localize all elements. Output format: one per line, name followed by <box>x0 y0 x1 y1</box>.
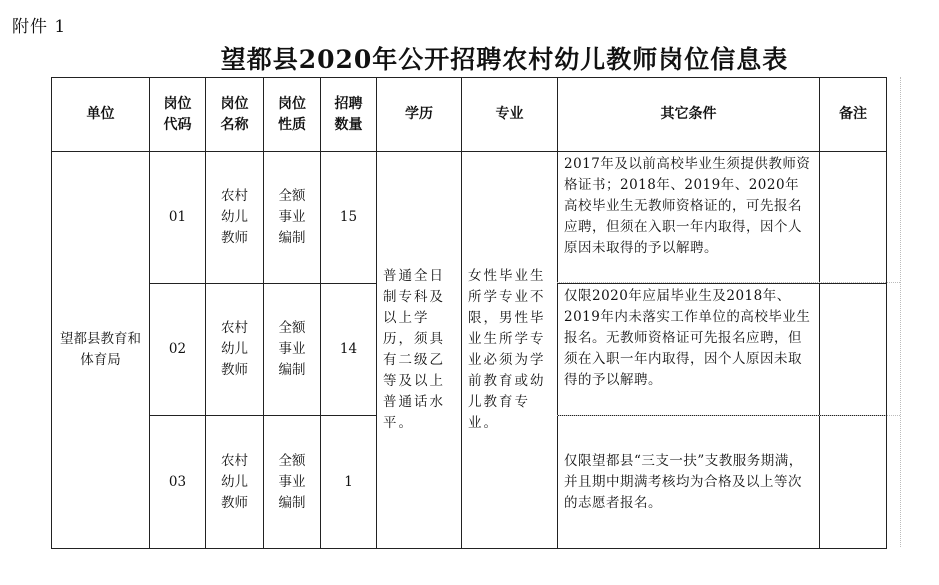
header-remark: 备注 <box>820 78 887 152</box>
recruit-count-cell: 15 <box>321 152 377 284</box>
recruit-count-cell: 14 <box>321 284 377 416</box>
guide-line <box>557 415 900 416</box>
recruitment-table <box>51 77 887 549</box>
other-conditions-cell: 仅限2020年应届毕业生及2018年、2019年内未落实工作单位的高校毕业生报名。无教师资格证可先报名应聘，但须在入职一年内取得，因个人原因未取得的予以解聘。 <box>558 284 820 416</box>
header-post-code: 岗位代码 <box>150 78 206 152</box>
header-recruit-count: 招聘数量 <box>321 78 377 152</box>
table-header-row <box>52 78 887 152</box>
header-unit: 单位 <box>52 78 150 152</box>
remark-cell <box>820 284 887 416</box>
post-name-cell: 农村幼儿教师 <box>206 284 264 416</box>
post-name-cell: 农村幼儿教师 <box>206 152 264 284</box>
header-education: 学历 <box>377 78 462 152</box>
attachment-label: 附件 1 <box>12 17 67 37</box>
post-nature-cell: 全额事业编制 <box>264 284 321 416</box>
education-cell: 普通全日制专科及以上学历，须具有二级乙等及以上普通话水平。 <box>377 152 462 549</box>
post-code-cell: 01 <box>150 152 206 284</box>
recruit-count-cell: 1 <box>321 416 377 549</box>
other-conditions-cell: 2017年及以前高校毕业生须提供教师资格证书；2018年、2019年、2020年高校毕业生无教师资格证的，可先报名应聘，但须在入职一年内取得，因个人原因未取得的予以解聘。 <box>558 152 820 284</box>
table-row <box>52 152 887 284</box>
other-conditions-cell: 仅限望都县“三支一扶”支教服务期满，并且期中期满考核均为合格及以上等次的志愿者报名。 <box>558 416 820 549</box>
post-nature-cell: 全额事业编制 <box>264 416 321 549</box>
post-code-cell: 02 <box>150 284 206 416</box>
header-major: 专业 <box>462 78 558 152</box>
header-other-conditions: 其它条件 <box>558 78 820 152</box>
guide-line <box>557 282 900 283</box>
major-cell: 女性毕业生所学专业不限，男性毕业生所学专业必须为学前教育或幼儿教育专业。 <box>462 152 558 549</box>
post-code-cell: 03 <box>150 416 206 549</box>
remark-cell <box>820 152 887 284</box>
page-title: 望都县2020年公开招聘农村幼儿教师岗位信息表 <box>220 45 789 74</box>
post-nature-cell: 全额事业编制 <box>264 152 321 284</box>
remark-cell <box>820 416 887 549</box>
header-post-name: 岗位名称 <box>206 78 264 152</box>
unit-cell: 望都县教育和体育局 <box>52 152 150 549</box>
header-post-nature: 岗位性质 <box>264 78 321 152</box>
page-margin-guide <box>886 77 901 547</box>
post-name-cell: 农村幼儿教师 <box>206 416 264 549</box>
